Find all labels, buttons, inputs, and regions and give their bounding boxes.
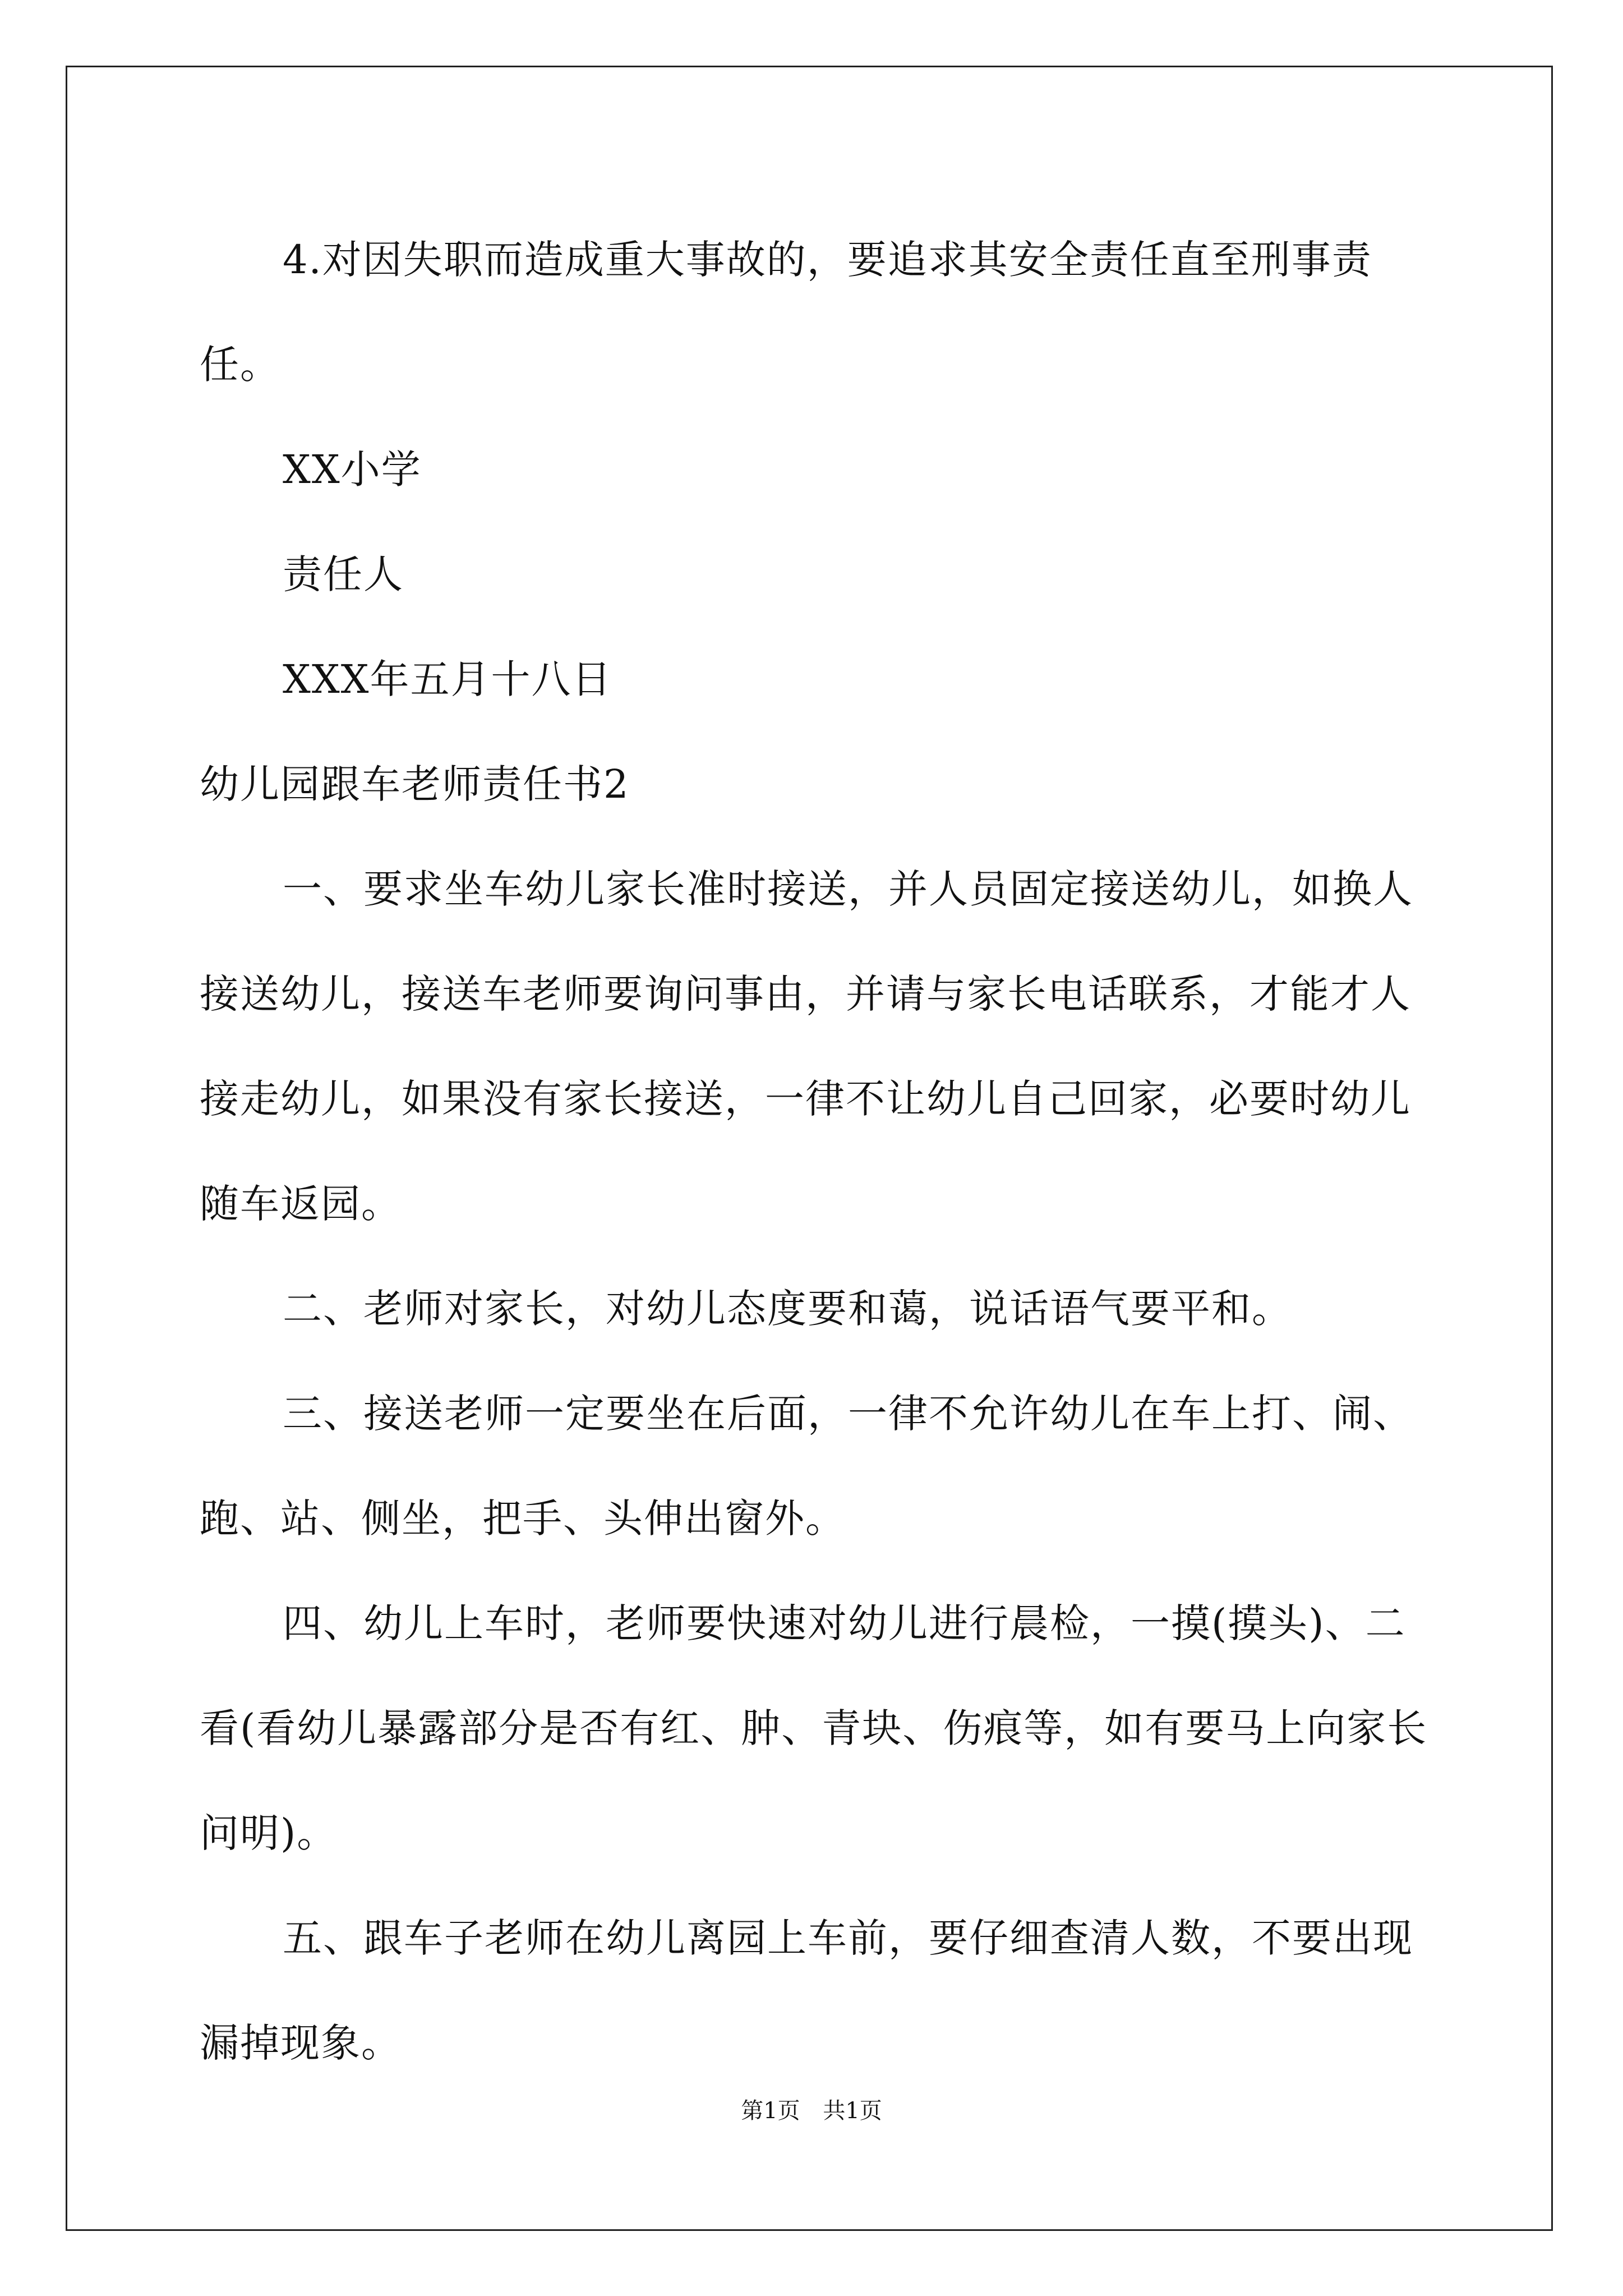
paragraph-rule-1: 一、要求坐车幼儿家长准时接送，并人员固定接送幼儿，如换人接送幼儿，接送车老师要询问事由，并请与家长电话联系，才能才人接走幼儿，如果没有家长接送，一律不让幼儿自己回家，必要时幼儿随车返园。 — [200, 866, 1413, 1227]
page-number-total: 共1页 — [823, 2098, 882, 2124]
section-title: 幼儿园跟车老师责任书2 — [200, 761, 630, 807]
paragraph-accountability-clause: 4.对因失职而造成重大事故的，要追求其安全责任直至刑事责任。 — [200, 237, 1372, 388]
paragraph-rule-4: 四、幼儿上车时，老师要快速对幼儿进行晨检，一摸(摸头)、二看(看幼儿暴露部分是否有红、肿、青块、伤痕等，如有要马上向家长问明)。 — [200, 1600, 1428, 1856]
page-number-current: 第1页 — [741, 2098, 800, 2124]
signature-school: XX小学 — [283, 447, 422, 493]
signature-date: XXX年五月十八日 — [283, 656, 612, 702]
paragraph-rule-5: 五、跟车子老师在幼儿离园上车前，要仔细查清人数，不要出现漏掉现象。 — [200, 1915, 1413, 2066]
document-body — [200, 208, 1433, 2096]
page-footer — [0, 2097, 1623, 2125]
paragraph-rule-3: 三、接送老师一定要坐在后面，一律不允许幼儿在车上打、闹、跑、站、侧坐，把手、头伸出窗外。 — [200, 1391, 1413, 1542]
signature-responsible-person: 责任人 — [283, 551, 404, 597]
paragraph-rule-2: 二、老师对家长，对幼儿态度要和蔼，说话语气要平和。 — [283, 1286, 1292, 1332]
